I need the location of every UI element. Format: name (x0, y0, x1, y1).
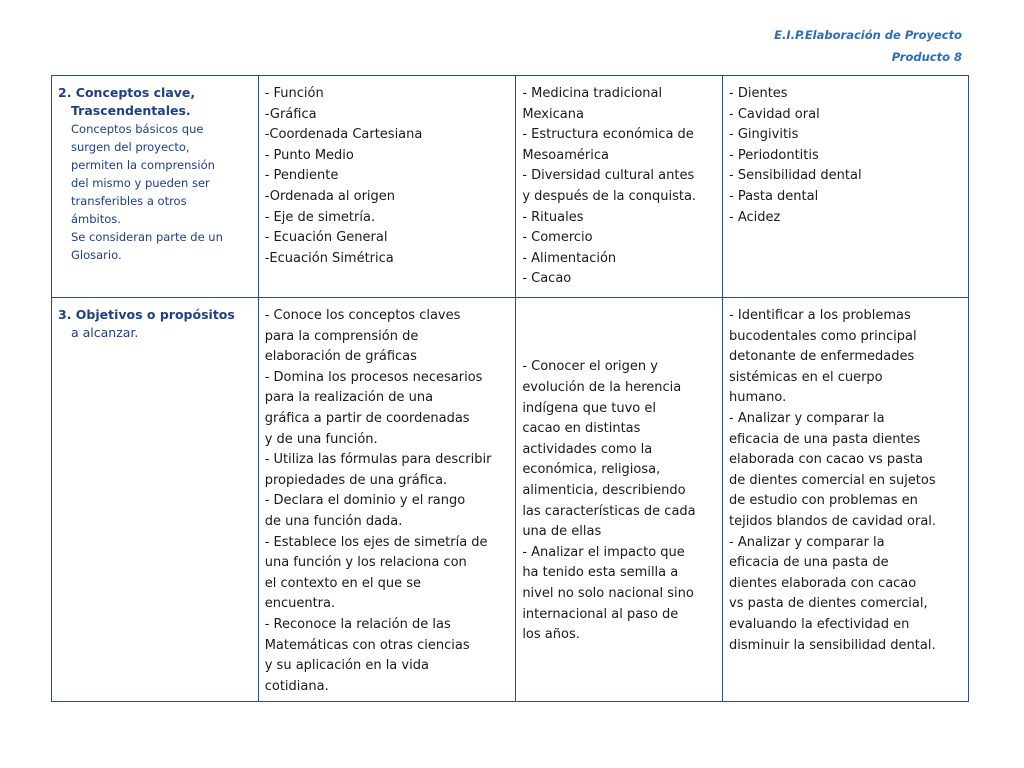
text-line: Mexicana (522, 106, 584, 122)
text-line: bucodentales como principal (729, 328, 917, 344)
text-line: los años. (522, 627, 580, 643)
text-line: - Pasta dental (729, 188, 819, 204)
text-line: - Eje de simetría. (264, 209, 376, 225)
cell-matematicas-objetivos (258, 298, 516, 702)
table-row-objetivos (52, 298, 969, 702)
text-line: de estudio con problemas en (729, 493, 918, 509)
text-line: Glosario. (71, 248, 122, 262)
text-line: - Estructura económica de (522, 127, 694, 143)
text-line: de una función dada. (264, 513, 403, 529)
text-line: tejidos blandos de cavidad oral. (729, 513, 937, 529)
text-line: Mesoamérica (522, 147, 609, 163)
text-line: eficacia de una pasta dientes (729, 431, 921, 447)
text-line: - Cacao (522, 271, 572, 287)
cell-matematicas (258, 76, 516, 298)
text-line: de dientes comercial en sujetos (729, 472, 936, 488)
text-line: actividades como la (522, 441, 653, 457)
text-line: - Punto Medio (264, 147, 354, 163)
product-label: Producto 8 (891, 50, 962, 64)
text-line: - Comercio (522, 230, 593, 246)
text-line: alimenticia, describiendo (522, 483, 686, 499)
text-line: detonante de enfermedades (729, 349, 915, 365)
text-line: - Pendiente (264, 168, 339, 184)
text-line: -Ecuación Simétrica (264, 250, 394, 266)
document-header (774, 24, 962, 68)
text-line: y después de la conquista. (522, 188, 697, 204)
text-line: - Utiliza las fórmulas para describir (264, 452, 492, 468)
text-line: dientes elaborada con cacao (729, 575, 917, 591)
text-line: - Rituales (522, 209, 584, 225)
text-line: - Función (264, 86, 324, 101)
text-line: - Declara el dominio y el rango (264, 493, 466, 509)
text-line: - Conoce los conceptos claves (264, 308, 461, 323)
text-line: permiten la comprensión (71, 158, 215, 172)
text-line: eficacia de una pasta de (729, 555, 889, 571)
text-line: Se consideran parte de un (71, 230, 223, 244)
text-line: cacao en distintas (522, 421, 641, 437)
text-line: -Coordenada Cartesiana (264, 127, 423, 143)
project-title: E.I.P.Elaboración de Proyecto (774, 28, 962, 42)
text-line: sistémicas en el cuerpo (729, 369, 883, 385)
section-title: 3. Objetivos o propósitos (58, 307, 235, 322)
text-line: - Ecuación General (264, 230, 388, 246)
text-line: transferibles a otros (71, 194, 187, 208)
text-line: ha tenido esta semilla a (522, 565, 679, 581)
text-line: internacional al paso de (522, 606, 679, 622)
text-line: evolución de la herencia (522, 380, 682, 396)
text-line: una de ellas (522, 524, 602, 540)
text-line: para la realización de una (264, 390, 434, 406)
text-line: el contexto en el que se (264, 575, 422, 591)
text-line: gráfica a partir de coordenadas (264, 410, 470, 426)
section-description (58, 120, 252, 264)
text-line: del mismo y pueden ser (71, 176, 210, 190)
text-line: - Domina los procesos necesarios (264, 369, 483, 385)
text-line: - Analizar y comparar la (729, 410, 885, 426)
text-line: una función y los relaciona con (264, 555, 467, 571)
section-title: 2. Conceptos clave, (58, 85, 196, 100)
text-line: Conceptos básicos que (71, 122, 204, 136)
cell-salud-objetivos (723, 298, 969, 702)
text-line: - Dientes (729, 86, 788, 101)
text-line: para la comprensión de (264, 328, 419, 344)
text-line: disminuir la sensibilidad dental. (729, 637, 936, 653)
cell-salud (723, 76, 969, 298)
cell-historia (516, 76, 723, 298)
text-line: económica, religiosa, (522, 462, 661, 478)
text-line: - Analizar el impacto que (522, 544, 685, 560)
text-line: -Ordenada al origen (264, 188, 396, 204)
text-line: elaborada con cacao vs pasta (729, 452, 923, 468)
row-header-conceptos (52, 76, 259, 298)
text-line: vs pasta de dientes comercial, (729, 596, 928, 612)
section-title-cont: a alcanzar. (71, 325, 139, 340)
text-line: surgen del proyecto, (71, 140, 190, 154)
text-line: - Alimentación (522, 250, 617, 266)
table-row-conceptos (52, 76, 969, 298)
text-line: - Medicina tradicional (522, 86, 663, 101)
text-line: - Acidez (729, 209, 781, 225)
project-table (51, 75, 969, 702)
text-line: - Reconoce la relación de las (264, 616, 451, 632)
text-line: y de una función. (264, 431, 378, 447)
text-line: - Cavidad oral (729, 106, 820, 122)
text-line: - Analizar y comparar la (729, 534, 885, 550)
cell-historia-objetivos (516, 298, 723, 702)
text-line: evaluando la efectividad en (729, 616, 910, 632)
text-line: indígena que tuvo el (522, 400, 656, 416)
text-line: - Identificar a los problemas (729, 308, 911, 323)
row-header-objetivos (52, 298, 259, 702)
text-line: - Diversidad cultural antes (522, 168, 695, 184)
text-line: -Gráfica (264, 106, 317, 122)
section-title-cont: Trascendentales. (71, 103, 191, 118)
text-line: - Gingivitis (729, 127, 799, 143)
text-line: ámbitos. (71, 212, 121, 226)
text-line: - Periodontitis (729, 147, 819, 163)
text-line: encuentra. (264, 596, 336, 612)
text-line: - Sensibilidad dental (729, 168, 862, 184)
text-line: y su aplicación en la vida (264, 658, 429, 674)
text-line: humano. (729, 390, 787, 406)
text-line: cotidiana. (264, 678, 329, 694)
text-line: elaboración de gráficas (264, 349, 417, 365)
text-line: nivel no solo nacional sino (522, 586, 694, 602)
text-line: Matemáticas con otras ciencias (264, 637, 470, 653)
text-line: las características de cada (522, 503, 696, 519)
text-line: propiedades de una gráfica. (264, 472, 448, 488)
text-line: - Conocer el origen y (522, 359, 658, 375)
text-line: - Establece los ejes de simetría de (264, 534, 488, 550)
